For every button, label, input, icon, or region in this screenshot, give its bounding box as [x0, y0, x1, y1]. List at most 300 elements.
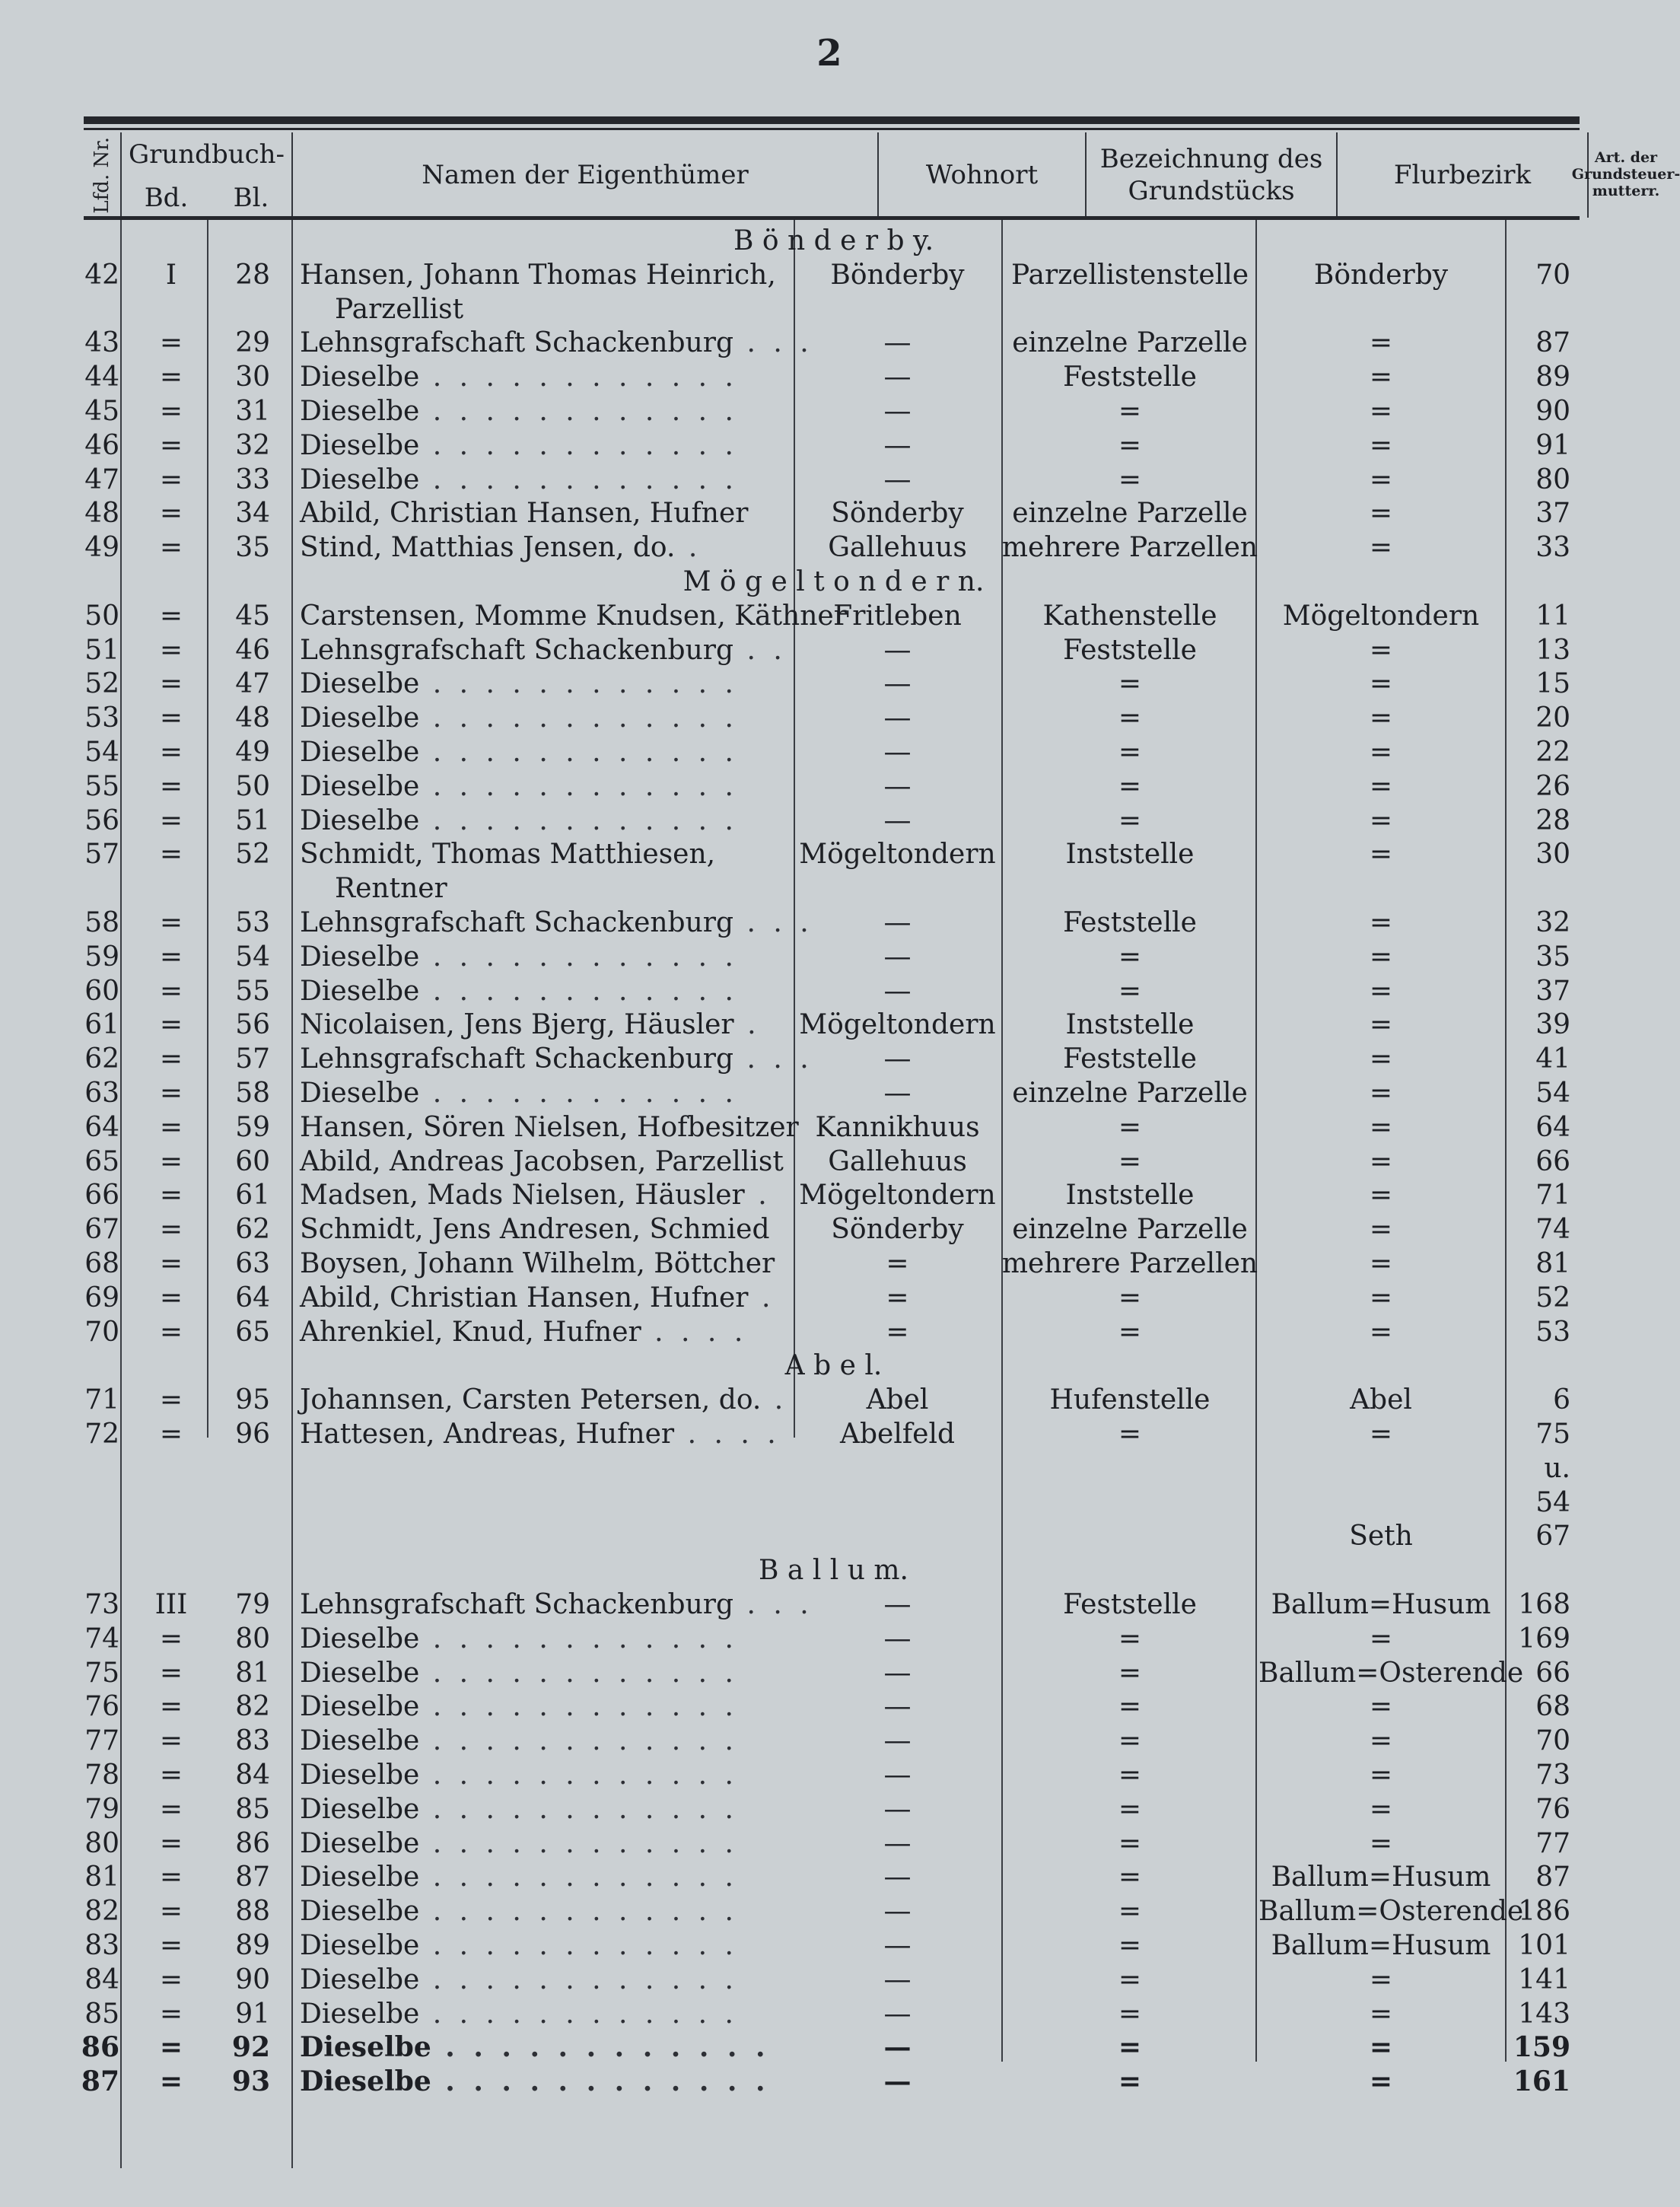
header-bd: Bd. [144, 182, 189, 213]
wohnort-cell: — [883, 429, 912, 461]
lfd-nr-cell: 65 [84, 1145, 119, 1177]
flurbezirk-cell: Abel [1350, 1384, 1412, 1416]
flurbezirk-cell: Ballum=Husum [1271, 1930, 1491, 1961]
bl-cell: 95 [235, 1384, 270, 1416]
owner-name: Dieselbe [300, 737, 420, 768]
owner-name-cell [300, 1622, 787, 1656]
wohnort-cell: = [886, 1248, 909, 1279]
lfd-nr-cell: 55 [84, 770, 119, 802]
bezeichnung-cell: einzelne Parzelle [1012, 327, 1248, 359]
bl-cell: 56 [235, 1009, 270, 1041]
bl-cell: 47 [235, 668, 270, 700]
owner-name-cell [300, 428, 787, 463]
lfd-nr-cell: 57 [84, 839, 119, 871]
bd-cell: = [159, 839, 183, 871]
art-cell: 74 [1535, 1214, 1570, 1246]
owner-name: Dieselbe [300, 463, 420, 495]
table-row [0, 1315, 1667, 1349]
leader-dots: . . . . . . . . . . . . [419, 1725, 738, 1757]
leader-dots: . . . . . . . . . . . . [419, 975, 738, 1007]
lfd-nr-cell: 49 [84, 532, 119, 564]
art-cell: 26 [1535, 770, 1570, 802]
art-cell: 54 [1535, 1486, 1570, 1518]
bd-cell: I [165, 259, 177, 291]
lfd-nr-cell: 48 [84, 498, 119, 530]
bd-cell: = [159, 498, 183, 530]
bd-cell: = [159, 2065, 183, 2098]
bl-cell: 52 [235, 839, 270, 871]
art-cell: 90 [1535, 396, 1570, 427]
bd-cell: = [159, 1078, 183, 1109]
bd-cell: = [159, 1282, 183, 1314]
lfd-nr-cell: 80 [84, 1827, 119, 1859]
table-row [0, 837, 1667, 871]
leader-dots: . [761, 1384, 788, 1416]
lfd-nr-cell: 59 [84, 941, 119, 973]
owner-name-cell [300, 1588, 813, 1622]
leader-dots: . . . . . . . . . . . . [431, 2031, 770, 2064]
bd-cell: = [159, 1896, 183, 1928]
bezeichnung-cell: Inststelle [1065, 839, 1195, 871]
art-cell: 101 [1518, 1930, 1570, 1961]
bl-cell: 31 [235, 396, 270, 427]
flurbezirk-cell: = [1369, 361, 1393, 393]
flurbezirk-cell: = [1369, 702, 1393, 734]
art-cell: 168 [1518, 1589, 1570, 1620]
wohnort-cell: — [883, 804, 912, 836]
wohnort-cell: — [883, 737, 912, 768]
art-cell: 41 [1535, 1043, 1570, 1075]
wohnort-cell: — [883, 396, 912, 427]
flurbezirk-cell: Bönderby [1313, 259, 1449, 291]
owner-name-cell [300, 1894, 787, 1928]
wohnort-cell: — [883, 941, 912, 973]
owner-name-cell [300, 326, 813, 360]
lfd-nr-cell: 67 [84, 1214, 119, 1246]
owner-name-cell [300, 701, 787, 735]
art-cell: 37 [1535, 975, 1570, 1007]
lfd-nr-cell: 44 [84, 361, 119, 393]
flurbezirk-cell: = [1369, 2065, 1393, 2098]
art-cell: 28 [1535, 804, 1570, 836]
art-cell: 67 [1535, 1521, 1570, 1553]
bd-cell: = [159, 361, 183, 393]
art-cell: 68 [1535, 1691, 1570, 1723]
table-row [0, 1145, 1667, 1179]
table-row-continuation [0, 292, 1667, 326]
bezeichnung-cell: = [1118, 1111, 1142, 1143]
flurbezirk-cell: Ballum=Osterende [1258, 1657, 1524, 1689]
bd-cell: = [159, 975, 183, 1007]
table-row [0, 633, 1667, 667]
lfd-nr-cell: 73 [84, 1589, 119, 1620]
art-cell: 89 [1535, 361, 1570, 393]
bl-cell: 85 [235, 1793, 270, 1825]
owner-name: Lehnsgrafschaft Schackenburg [300, 327, 734, 359]
bd-cell: = [159, 634, 183, 666]
leader-dots: . . . [733, 1043, 813, 1075]
bezeichnung-cell: = [1118, 2065, 1142, 2098]
leader-dots: . . . . . . . . . . . . [431, 2065, 770, 2098]
lfd-nr-cell: 62 [84, 1043, 119, 1075]
bd-cell: = [159, 1657, 183, 1689]
lfd-nr-cell: 56 [84, 804, 119, 836]
art-cell: 161 [1513, 2065, 1570, 2098]
bd-cell: = [159, 770, 183, 802]
wohnort-cell: — [883, 1589, 912, 1620]
bl-cell: 96 [235, 1419, 270, 1450]
owner-name: Dieselbe [300, 1861, 420, 1893]
owner-name: Dieselbe [300, 668, 420, 700]
owner-name-cell [300, 1963, 787, 1997]
flurbezirk-cell: Ballum=Osterende [1258, 1896, 1524, 1928]
leader-dots: . . . . . . . . . . . . [419, 1691, 738, 1723]
art-cell: 81 [1535, 1248, 1570, 1279]
art-cell: 13 [1535, 634, 1570, 666]
owner-name-cell [300, 906, 813, 940]
lfd-nr-cell: 81 [84, 1861, 119, 1893]
bd-cell: = [159, 1214, 183, 1246]
lfd-nr-cell: 61 [84, 1009, 119, 1041]
header-namen: Namen der Eigenthümer [291, 132, 877, 218]
flurbezirk-cell: = [1369, 1793, 1393, 1825]
bezeichnung-cell: einzelne Parzelle [1012, 1078, 1248, 1109]
bl-cell: 61 [235, 1180, 270, 1212]
bezeichnung-cell: Parzellistenstelle [1010, 259, 1249, 291]
table-row-continuation [0, 871, 1667, 906]
table-row [0, 974, 1667, 1008]
lfd-nr-cell: 46 [84, 429, 119, 461]
bl-cell: 81 [235, 1657, 270, 1689]
flurbezirk-cell: = [1369, 1282, 1393, 1314]
table-row [0, 463, 1667, 497]
bd-cell: = [159, 1043, 183, 1075]
header-bottom-rule [84, 216, 1580, 220]
table-row [0, 1656, 1667, 1690]
table-row [0, 804, 1667, 838]
owner-name-cell [300, 1758, 787, 1792]
owner-name-continuation: Rentner [335, 873, 447, 905]
bezeichnung-cell: Feststelle [1063, 634, 1197, 666]
bd-cell: = [159, 804, 183, 836]
table-row [0, 1417, 1667, 1451]
owner-name-cell [300, 1997, 787, 2031]
leader-dots: . . . [733, 327, 813, 359]
bezeichnung-cell: = [1118, 1896, 1142, 1928]
table-row [0, 1860, 1667, 1894]
table-row [0, 530, 1667, 565]
table-row-continuation [0, 1451, 1667, 1486]
flurbezirk-cell: = [1369, 1963, 1393, 1995]
owner-name-cell [300, 1417, 787, 1451]
owner-name: Hansen, Johann Thomas Heinrich, [300, 259, 776, 291]
owner-name: Dieselbe [300, 429, 420, 461]
table-row [0, 394, 1667, 428]
bl-cell: 89 [235, 1930, 270, 1961]
owner-name-cell [300, 2065, 787, 2099]
owner-name: Schmidt, Thomas Matthiesen, [300, 839, 716, 871]
art-cell: 64 [1535, 1111, 1570, 1143]
owner-name: Carstensen, Momme Knudsen, Käthner [300, 600, 847, 632]
art-cell: 71 [1535, 1180, 1570, 1212]
table-row [0, 1894, 1667, 1928]
lfd-nr-cell: 75 [84, 1657, 119, 1689]
table-row [0, 1247, 1667, 1281]
table-row-continuation [0, 1486, 1667, 1520]
lfd-nr-cell: 70 [84, 1316, 119, 1348]
bezeichnung-cell: = [1118, 668, 1142, 700]
owner-name-cell [300, 599, 847, 633]
bd-cell: = [159, 907, 183, 938]
bezeichnung-cell: = [1118, 396, 1142, 427]
bd-cell: = [159, 1419, 183, 1450]
owner-name: Ahrenkiel, Knud, Hufner [300, 1316, 641, 1348]
owner-name: Schmidt, Jens Andresen, Schmied [300, 1214, 770, 1246]
art-cell: 66 [1535, 1657, 1570, 1689]
leader-dots: . . . . . . . . . . . . [419, 1793, 738, 1825]
bl-cell: 92 [231, 2031, 270, 2064]
flurbezirk-cell: = [1369, 1009, 1393, 1041]
leader-dots: . [675, 532, 702, 564]
leader-dots: . . . . . . . . . . . . [419, 1078, 738, 1109]
wohnort-cell: — [883, 668, 912, 700]
owner-name-cell [300, 633, 787, 667]
owner-name-cell [300, 1212, 787, 1247]
art-cell: 73 [1535, 1760, 1570, 1791]
bezeichnung-cell: Inststelle [1065, 1009, 1195, 1041]
bl-cell: 33 [235, 463, 270, 495]
bezeichnung-cell: Feststelle [1063, 1043, 1197, 1075]
owner-name: Boysen, Johann Wilhelm, Böttcher [300, 1248, 775, 1279]
bl-cell: 55 [235, 975, 270, 1007]
wohnort-cell: Gallehuus [828, 532, 967, 564]
table-row [0, 1281, 1667, 1315]
section-title: B a l l u m. [759, 1555, 908, 1587]
wohnort-cell: Mögeltondern [799, 1009, 996, 1041]
lfd-nr-cell: 77 [84, 1725, 119, 1757]
bezeichnung-cell: = [1118, 1861, 1142, 1893]
owner-name-cell [300, 1724, 787, 1758]
lfd-nr-cell: 78 [84, 1760, 119, 1791]
header-wohnort: Wohnort [877, 132, 1085, 218]
bezeichnung-cell: mehrere Parzellen [1001, 532, 1258, 564]
leader-dots: . . . . . . . . . . . . [419, 361, 738, 393]
lfd-nr-cell: 52 [84, 668, 119, 700]
table-row [0, 1758, 1667, 1792]
bezeichnung-cell: einzelne Parzelle [1012, 1214, 1248, 1246]
table-row [0, 1212, 1667, 1247]
leader-dots: . . . . . . . . . . . . [419, 1930, 738, 1961]
owner-name: Dieselbe [300, 770, 420, 802]
bd-cell: = [159, 1963, 183, 1995]
flurbezirk-cell: = [1369, 1316, 1393, 1348]
art-cell: 70 [1535, 259, 1570, 291]
owner-name-cell [300, 1110, 799, 1145]
lfd-nr-cell: 68 [84, 1248, 119, 1279]
owner-name: Dieselbe [300, 1725, 420, 1757]
wohnort-cell: Mögeltondern [799, 839, 996, 871]
table-row [0, 1826, 1667, 1861]
flurbezirk-cell: = [1369, 463, 1393, 495]
bl-cell: 32 [235, 429, 270, 461]
table-row [0, 906, 1667, 940]
bd-cell: = [159, 1009, 183, 1041]
art-cell: 141 [1518, 1963, 1570, 1995]
art-cell: 54 [1535, 1078, 1570, 1109]
leader-dots: . . . . . . . . . . . . [419, 1827, 738, 1859]
lfd-nr-cell: 58 [84, 907, 119, 938]
bezeichnung-cell: = [1118, 702, 1142, 734]
flurbezirk-cell: = [1369, 1998, 1393, 2030]
bd-cell: = [159, 1623, 183, 1654]
flurbezirk-cell: = [1369, 668, 1393, 700]
bezeichnung-cell: Inststelle [1065, 1180, 1195, 1212]
bezeichnung-cell: = [1118, 1998, 1142, 2030]
bl-cell: 86 [235, 1827, 270, 1859]
bd-cell: = [159, 1725, 183, 1757]
flurbezirk-cell: = [1369, 1691, 1393, 1723]
bl-cell: 79 [235, 1589, 270, 1620]
leader-dots: . . . . . . . . . . . . [419, 804, 738, 836]
table-row [0, 701, 1667, 735]
lfd-nr-cell: 50 [84, 600, 119, 632]
wohnort-cell: — [883, 634, 912, 666]
bl-cell: 87 [235, 1861, 270, 1893]
table-row [0, 1724, 1667, 1758]
bd-cell: = [159, 1248, 183, 1279]
flurbezirk-cell: = [1369, 737, 1393, 768]
owner-name: Lehnsgrafschaft Schackenburg [300, 907, 734, 938]
art-cell: 87 [1535, 1861, 1570, 1893]
wohnort-cell: Gallehuus [828, 1145, 967, 1177]
bd-cell: = [159, 327, 183, 359]
art-cell: 15 [1535, 668, 1570, 700]
wohnort-cell: Bönderby [830, 259, 965, 291]
owner-name-cell [300, 837, 787, 871]
leader-dots: . . . . . . . . . . . . [419, 1760, 738, 1791]
wohnort-cell: Sönderby [831, 498, 964, 530]
wohnort-cell: — [883, 1657, 912, 1689]
leader-dots: . . . . . . . . . . . . [419, 1861, 738, 1893]
bl-cell: 65 [235, 1316, 270, 1348]
wohnort-cell: Abelfeld [839, 1419, 956, 1450]
table-row [0, 1178, 1667, 1212]
lfd-nr-cell: 72 [84, 1419, 119, 1450]
art-cell: 91 [1535, 429, 1570, 461]
art-cell: 53 [1535, 1316, 1570, 1348]
table-row [0, 1588, 1667, 1622]
owner-name-cell [300, 1656, 787, 1690]
leader-dots: . [733, 1009, 761, 1041]
bl-cell: 62 [235, 1214, 270, 1246]
flurbezirk-cell: = [1369, 839, 1393, 871]
table-row [0, 1076, 1667, 1110]
owner-name: Dieselbe [300, 804, 420, 836]
table-row [0, 1008, 1667, 1042]
table-row [0, 428, 1667, 463]
bezeichnung-cell: mehrere Parzellen [1001, 1248, 1258, 1279]
owner-name-cell [300, 735, 787, 769]
owner-name-cell [300, 1928, 787, 1963]
lfd-nr-cell: 60 [84, 975, 119, 1007]
bd-cell: = [159, 1760, 183, 1791]
bl-cell: 57 [235, 1043, 270, 1075]
leader-dots: . . . [733, 907, 813, 938]
table-row [0, 1689, 1667, 1724]
owner-name: Dieselbe [300, 1623, 420, 1654]
leader-dots: . . . . . . . . . . . . [419, 1998, 738, 2030]
art-cell: 66 [1535, 1145, 1570, 1177]
leader-dots: . . . . . . . . . . . . [419, 1896, 738, 1928]
bezeichnung-cell: = [1118, 2031, 1142, 2064]
flurbezirk-cell: = [1369, 1078, 1393, 1109]
art-cell: 87 [1535, 327, 1570, 359]
wohnort-cell: — [883, 1760, 912, 1791]
lfd-nr-cell: 53 [84, 702, 119, 734]
flurbezirk-cell: = [1369, 770, 1393, 802]
owner-name-cell [300, 258, 787, 292]
wohnort-cell: — [883, 463, 912, 495]
table-row [0, 258, 1667, 292]
art-cell: 30 [1535, 839, 1570, 871]
flurbezirk-cell: = [1369, 1248, 1393, 1279]
lfd-nr-cell: 63 [84, 1078, 119, 1109]
bl-cell: 93 [231, 2065, 270, 2098]
owner-name-cell [300, 1826, 787, 1861]
wohnort-cell: — [883, 1691, 912, 1723]
owner-name: Abild, Andreas Jacobsen, Parzellist [300, 1145, 784, 1177]
leader-dots: . . . . [674, 1419, 781, 1450]
bl-cell: 58 [235, 1078, 270, 1109]
bd-cell: = [159, 702, 183, 734]
bl-cell: 64 [235, 1282, 270, 1314]
bl-cell: 60 [235, 1145, 270, 1177]
bl-cell: 63 [235, 1248, 270, 1279]
owner-name: Dieselbe [300, 941, 420, 973]
lfd-nr-cell: 66 [84, 1180, 119, 1212]
wohnort-cell: — [883, 1930, 912, 1961]
leader-dots: . . . . . . . . . . . . [419, 463, 738, 495]
flurbezirk-cell: = [1369, 634, 1393, 666]
bezeichnung-cell: = [1118, 1827, 1142, 1859]
table-row [0, 940, 1667, 974]
owner-name: Dieselbe [300, 1760, 420, 1791]
flurbezirk-cell: = [1369, 429, 1393, 461]
bd-cell: = [159, 1316, 183, 1348]
bl-cell: 91 [235, 1998, 270, 2030]
art-cell: 11 [1535, 600, 1570, 632]
wohnort-cell: — [883, 770, 912, 802]
owner-name-cell [300, 1042, 813, 1076]
section-title: A b e l. [784, 1350, 883, 1382]
bd-cell: = [159, 1930, 183, 1961]
wohnort-cell: — [883, 2065, 912, 2098]
flurbezirk-cell: = [1369, 1760, 1393, 1791]
bd-cell: = [159, 1998, 183, 2030]
table-header [84, 132, 1680, 218]
owner-name-continuation: Parzellist [335, 293, 464, 325]
lfd-nr-cell: 42 [84, 259, 119, 291]
bd-cell: = [159, 2031, 183, 2064]
flurbezirk-cell: = [1369, 1725, 1393, 1757]
wohnort-cell: — [883, 361, 912, 393]
owner-name: Madsen, Mads Nielsen, Häusler [300, 1180, 745, 1212]
table-row [0, 496, 1667, 530]
owner-name: Hansen, Sören Nielsen, Hofbesitzer [300, 1111, 799, 1143]
owner-name-cell [300, 496, 787, 530]
table-row [0, 769, 1667, 804]
page-number: 2 [816, 32, 842, 75]
